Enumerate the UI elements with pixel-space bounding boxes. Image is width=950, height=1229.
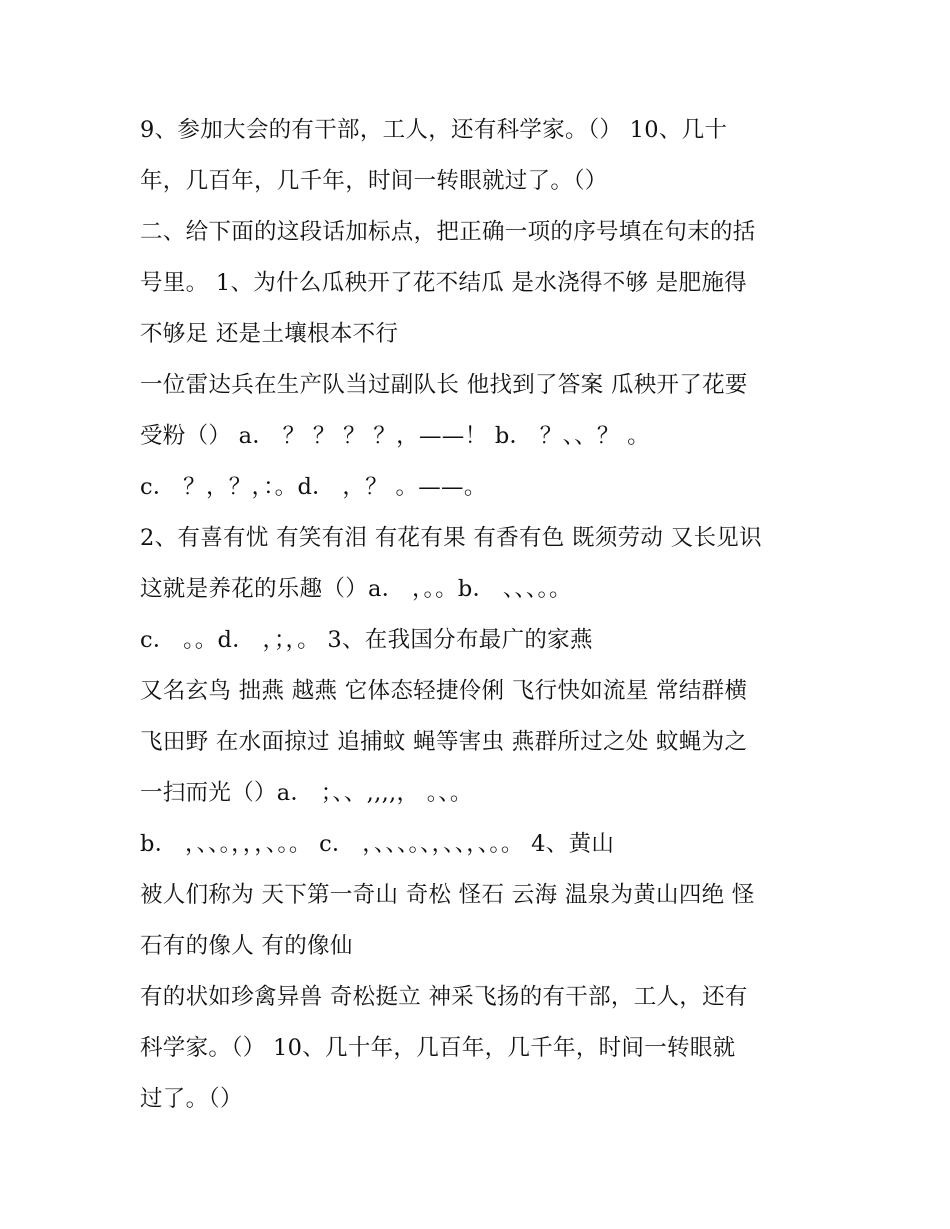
document-body bbox=[140, 105, 820, 1125]
text-line: 受粉（） a． ？ ？ ？ ？，——！ b． ？、、？ 。 bbox=[140, 423, 650, 449]
text-line: 飞田野 在水面掠过 追捕蚊 蝇等害虫 燕群所过之处 蚊蝇为之 bbox=[140, 729, 748, 755]
text-line: 有的状如珍禽异兽 奇松挺立 神采飞扬的有干部，工人，还有 bbox=[140, 984, 748, 1010]
text-line: 石有的像人 有的像仙 bbox=[140, 933, 353, 959]
text-line: 又名玄鸟 拙燕 越燕 它体态轻捷伶俐 飞行快如流星 常结群横 bbox=[140, 678, 748, 704]
text-line: 号里。 1、为什么瓜秧开了花不结瓜 是水浇得不够 是肥施得 bbox=[140, 270, 747, 296]
text-line: c． ？，？，：。d． ，？ 。——。 bbox=[140, 474, 487, 500]
text-line: 过了。（） bbox=[140, 1086, 243, 1112]
text-line: 科学家。（） 10、几十年，几百年，几千年，时间一转眼就 bbox=[140, 1035, 736, 1061]
text-line: b． ，、、。，，，、。。 c． ，、、、。、，、、，、。。 4、黄山 bbox=[140, 831, 615, 857]
section-heading-line: 二、给下面的这段话加标点，把正确一项的序号填在句末的括 bbox=[140, 219, 756, 245]
text-line: 不够足 还是土壤根本不行 bbox=[140, 321, 399, 347]
text-line: 9、参加大会的有干部，工人，还有科学家。（） 10、几十 bbox=[140, 117, 728, 143]
text-line: 一位雷达兵在生产队当过副队长 他找到了答案 瓜秧开了花要 bbox=[140, 372, 748, 398]
text-line: 一扫而光（）a． ；、、,,,,， 。、。 bbox=[140, 780, 473, 806]
text-line: c． 。。d． ，；，。 3、在我国分布最广的家燕 bbox=[140, 627, 593, 653]
text-line: 被人们称为 天下第一奇山 奇松 怪石 云海 温泉为黄山四绝 怪 bbox=[140, 882, 755, 908]
text-line: 年，几百年，几千年，时间一转眼就过了。（） bbox=[140, 168, 608, 194]
text-line: 这就是养花的乐趣（）a． ，。。b． 、、、。。 bbox=[140, 576, 572, 602]
text-line: 2、有喜有忧 有笑有泪 有花有果 有香有色 既须劳动 又长见识 bbox=[140, 525, 762, 551]
